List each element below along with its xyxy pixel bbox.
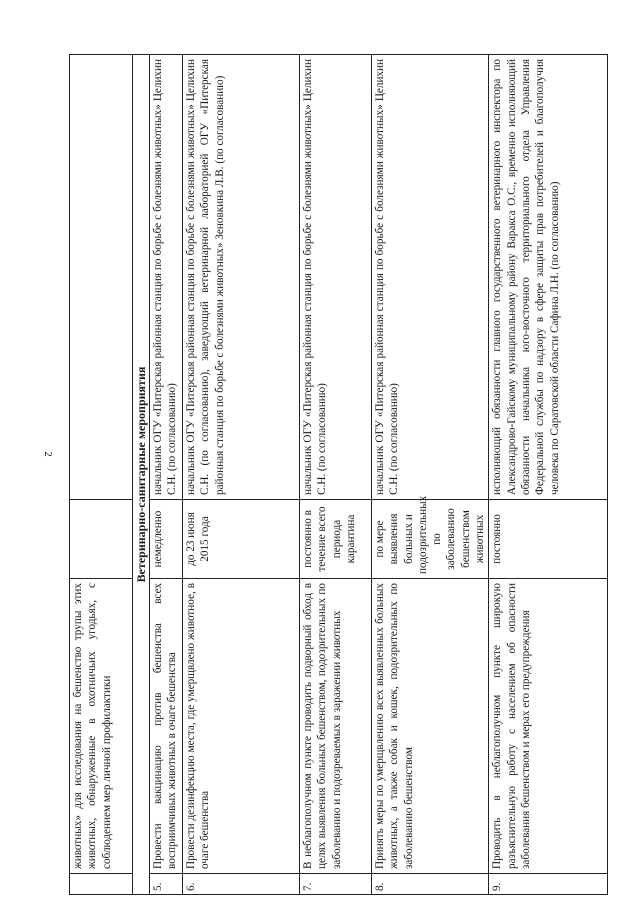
measure-cell: Проводить в неблагополучном пункте широкую разъяснительную работу с населением об опасности заболевания бешенством и мерах его предупреждения — [489, 579, 608, 874]
deadline-cell: постоянно в течение всего периода карантина — [300, 500, 372, 579]
deadline-cell: немедленно — [150, 500, 183, 579]
table-row — [183, 55, 300, 895]
row-number: 6. — [183, 874, 300, 895]
responsible-cell: начальник ОГУ «Питерская районная станция по борьбе с болезнями животных» Целихин С.Н. (по согласованию), заведующий ветеринарной лабораторией ОГУ «Питерская районная станция по борьбе с болезнями животных» Зеновкина Л.В. (по согласованию) — [183, 55, 300, 500]
deadline-cell: постоянно — [489, 500, 608, 579]
measure-cell: Провести вакцинацию против бешенства всех восприимчивых животных в очаге бешенства — [150, 579, 183, 874]
row-number — [70, 874, 133, 895]
row-number: 9. — [489, 874, 608, 895]
measure-cell: В неблагополучном пункте проводить подворный обход в целях выявления больных бешенством, подозрительных по заболеванию и подозреваемых в заражении животных — [300, 579, 372, 874]
row-number: 7. — [300, 874, 372, 895]
deadline-cell — [70, 500, 133, 579]
table-row — [489, 55, 608, 895]
measures-table — [69, 54, 608, 895]
responsible-cell: начальник ОГУ «Питерская районная станция по борьбе с болезнями животных» Целихин С.Н. (по согласованию) — [150, 55, 183, 500]
table-row — [372, 55, 489, 895]
deadline-cell: по мере выявления больных и подозрительных по заболеванию бешенством животных — [372, 500, 489, 579]
page-number: 2 — [41, 451, 54, 457]
row-number: 5. — [150, 874, 183, 895]
section-title: Ветеринарно-санитарные мероприятия — [133, 55, 150, 895]
row-number: 8. — [372, 874, 489, 895]
table-row — [150, 55, 183, 895]
document-page — [69, 55, 605, 895]
table-row — [300, 55, 372, 895]
measure-cell: животных» для исследования на бешенство трупы этих животных, обнаруженные в охотничьих угодьях, с соблюдением мер личной профилактики — [70, 579, 133, 874]
section-row — [133, 55, 150, 895]
measure-cell: Провести дезинфекцию места, где умерщвлено животное, в очаге бешенства — [183, 579, 300, 874]
deadline-cell: до 23 июня 2015 года — [183, 500, 300, 579]
measure-cell: Принять меры по умерщвлению всех выявленных больных животных, а также собак и кошек, подозрительных по заболеванию бешенством — [372, 579, 489, 874]
responsible-cell — [70, 55, 133, 500]
responsible-cell: начальник ОГУ «Питерская районная станция по борьбе с болезнями животных» Целихин С.Н. (по согласованию) — [372, 55, 489, 500]
responsible-cell: исполняющий обязанности главного государственного ветеринарного инспектора по Александрово-Гайскому муниципальному району Варакса О.С., временно исполняющий обязанности начальника юго-восточного территориального отдела Управления Федеральной службы по надзору в сфере защиты прав потребителей и благополучия человека по Саратовской области Сафина Л.Н. (по согласованию) — [489, 55, 608, 500]
responsible-cell: начальник ОГУ «Питерская районная станция по борьбе с болезнями животных» Целихин С.Н. (по согласованию) — [300, 55, 372, 500]
table-row — [70, 55, 133, 895]
